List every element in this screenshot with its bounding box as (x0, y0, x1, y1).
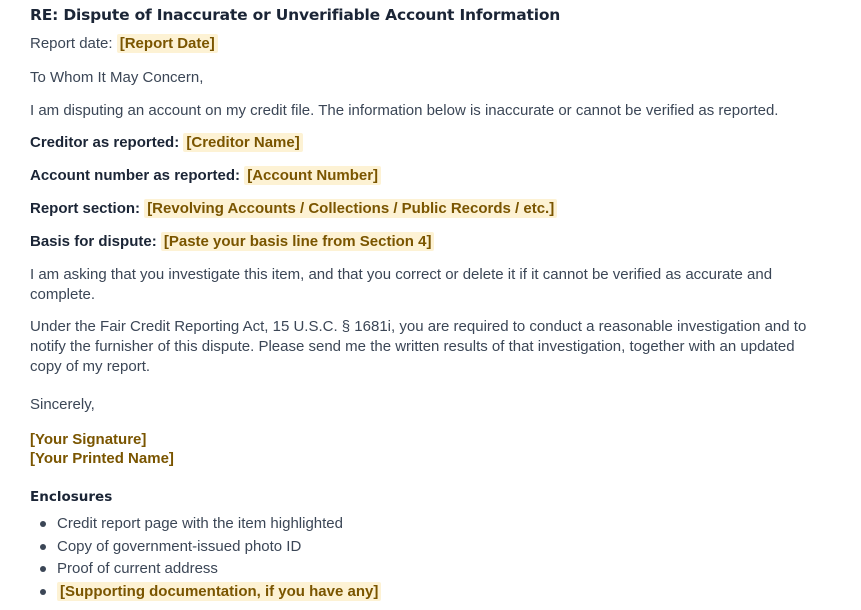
enclosure-placeholder: [Supporting documentation, if you have any] (57, 582, 381, 601)
report-date-line (30, 34, 218, 54)
request-paragraph: I am asking that you investigate this item, and that you correct or delete it if it cannot be verified as accurate and complete. (30, 266, 773, 303)
list-item (30, 513, 381, 536)
report-date-placeholder: [Report Date] (117, 34, 218, 53)
basis-placeholder: [Paste your basis line from Section 4] (161, 232, 435, 251)
list-item (30, 558, 381, 581)
creditor-field (30, 133, 303, 153)
salutation: To Whom It May Concern, (30, 69, 204, 86)
creditor-placeholder: [Creditor Name] (183, 133, 302, 152)
bullet-icon (40, 521, 46, 527)
enclosures-list (30, 513, 381, 604)
report-section-label: Report section: (30, 200, 141, 217)
account-number-label: Account number as reported: (30, 167, 241, 184)
bullet-icon (40, 589, 46, 595)
intro-paragraph: I am disputing an account on my credit file. The information below is inaccurate or cannot be verified as reported. (30, 102, 779, 119)
creditor-label: Creditor as reported: (30, 134, 180, 151)
enclosure-text: Credit report page with the item highlighted (57, 515, 343, 532)
account-number-placeholder: [Account Number] (244, 166, 381, 185)
report-section-field (30, 199, 557, 219)
basis-field (30, 232, 434, 252)
enclosure-text: Proof of current address (57, 560, 218, 578)
printed-name-placeholder: [Your Printed Name] (30, 450, 174, 467)
bullet-icon (40, 566, 46, 572)
bullet-icon (40, 544, 46, 550)
letter-subject: RE: Dispute of Inaccurate or Unverifiable Account Information (30, 6, 561, 24)
closing: Sincerely, (30, 396, 95, 413)
report-section-placeholder: [Revolving Accounts / Collections / Public Records / etc.] (144, 199, 557, 218)
report-date-label: Report date: (30, 35, 113, 52)
enclosures-heading: Enclosures (30, 489, 113, 505)
list-item (30, 536, 381, 559)
account-number-field (30, 166, 381, 186)
enclosure-text: Copy of government-issued photo ID (57, 537, 302, 555)
signature-placeholder: [Your Signature] (30, 431, 147, 448)
list-item (30, 581, 381, 604)
fcra-paragraph: Under the Fair Credit Reporting Act, 15 U.S.C. § 1681i, you are required to conduct a reasonable investigation and to notify the furnisher of this dispute. Please send me the written results of that investigation, together with an updated copy of my report. (30, 318, 807, 375)
basis-label: Basis for dispute: (30, 233, 157, 250)
